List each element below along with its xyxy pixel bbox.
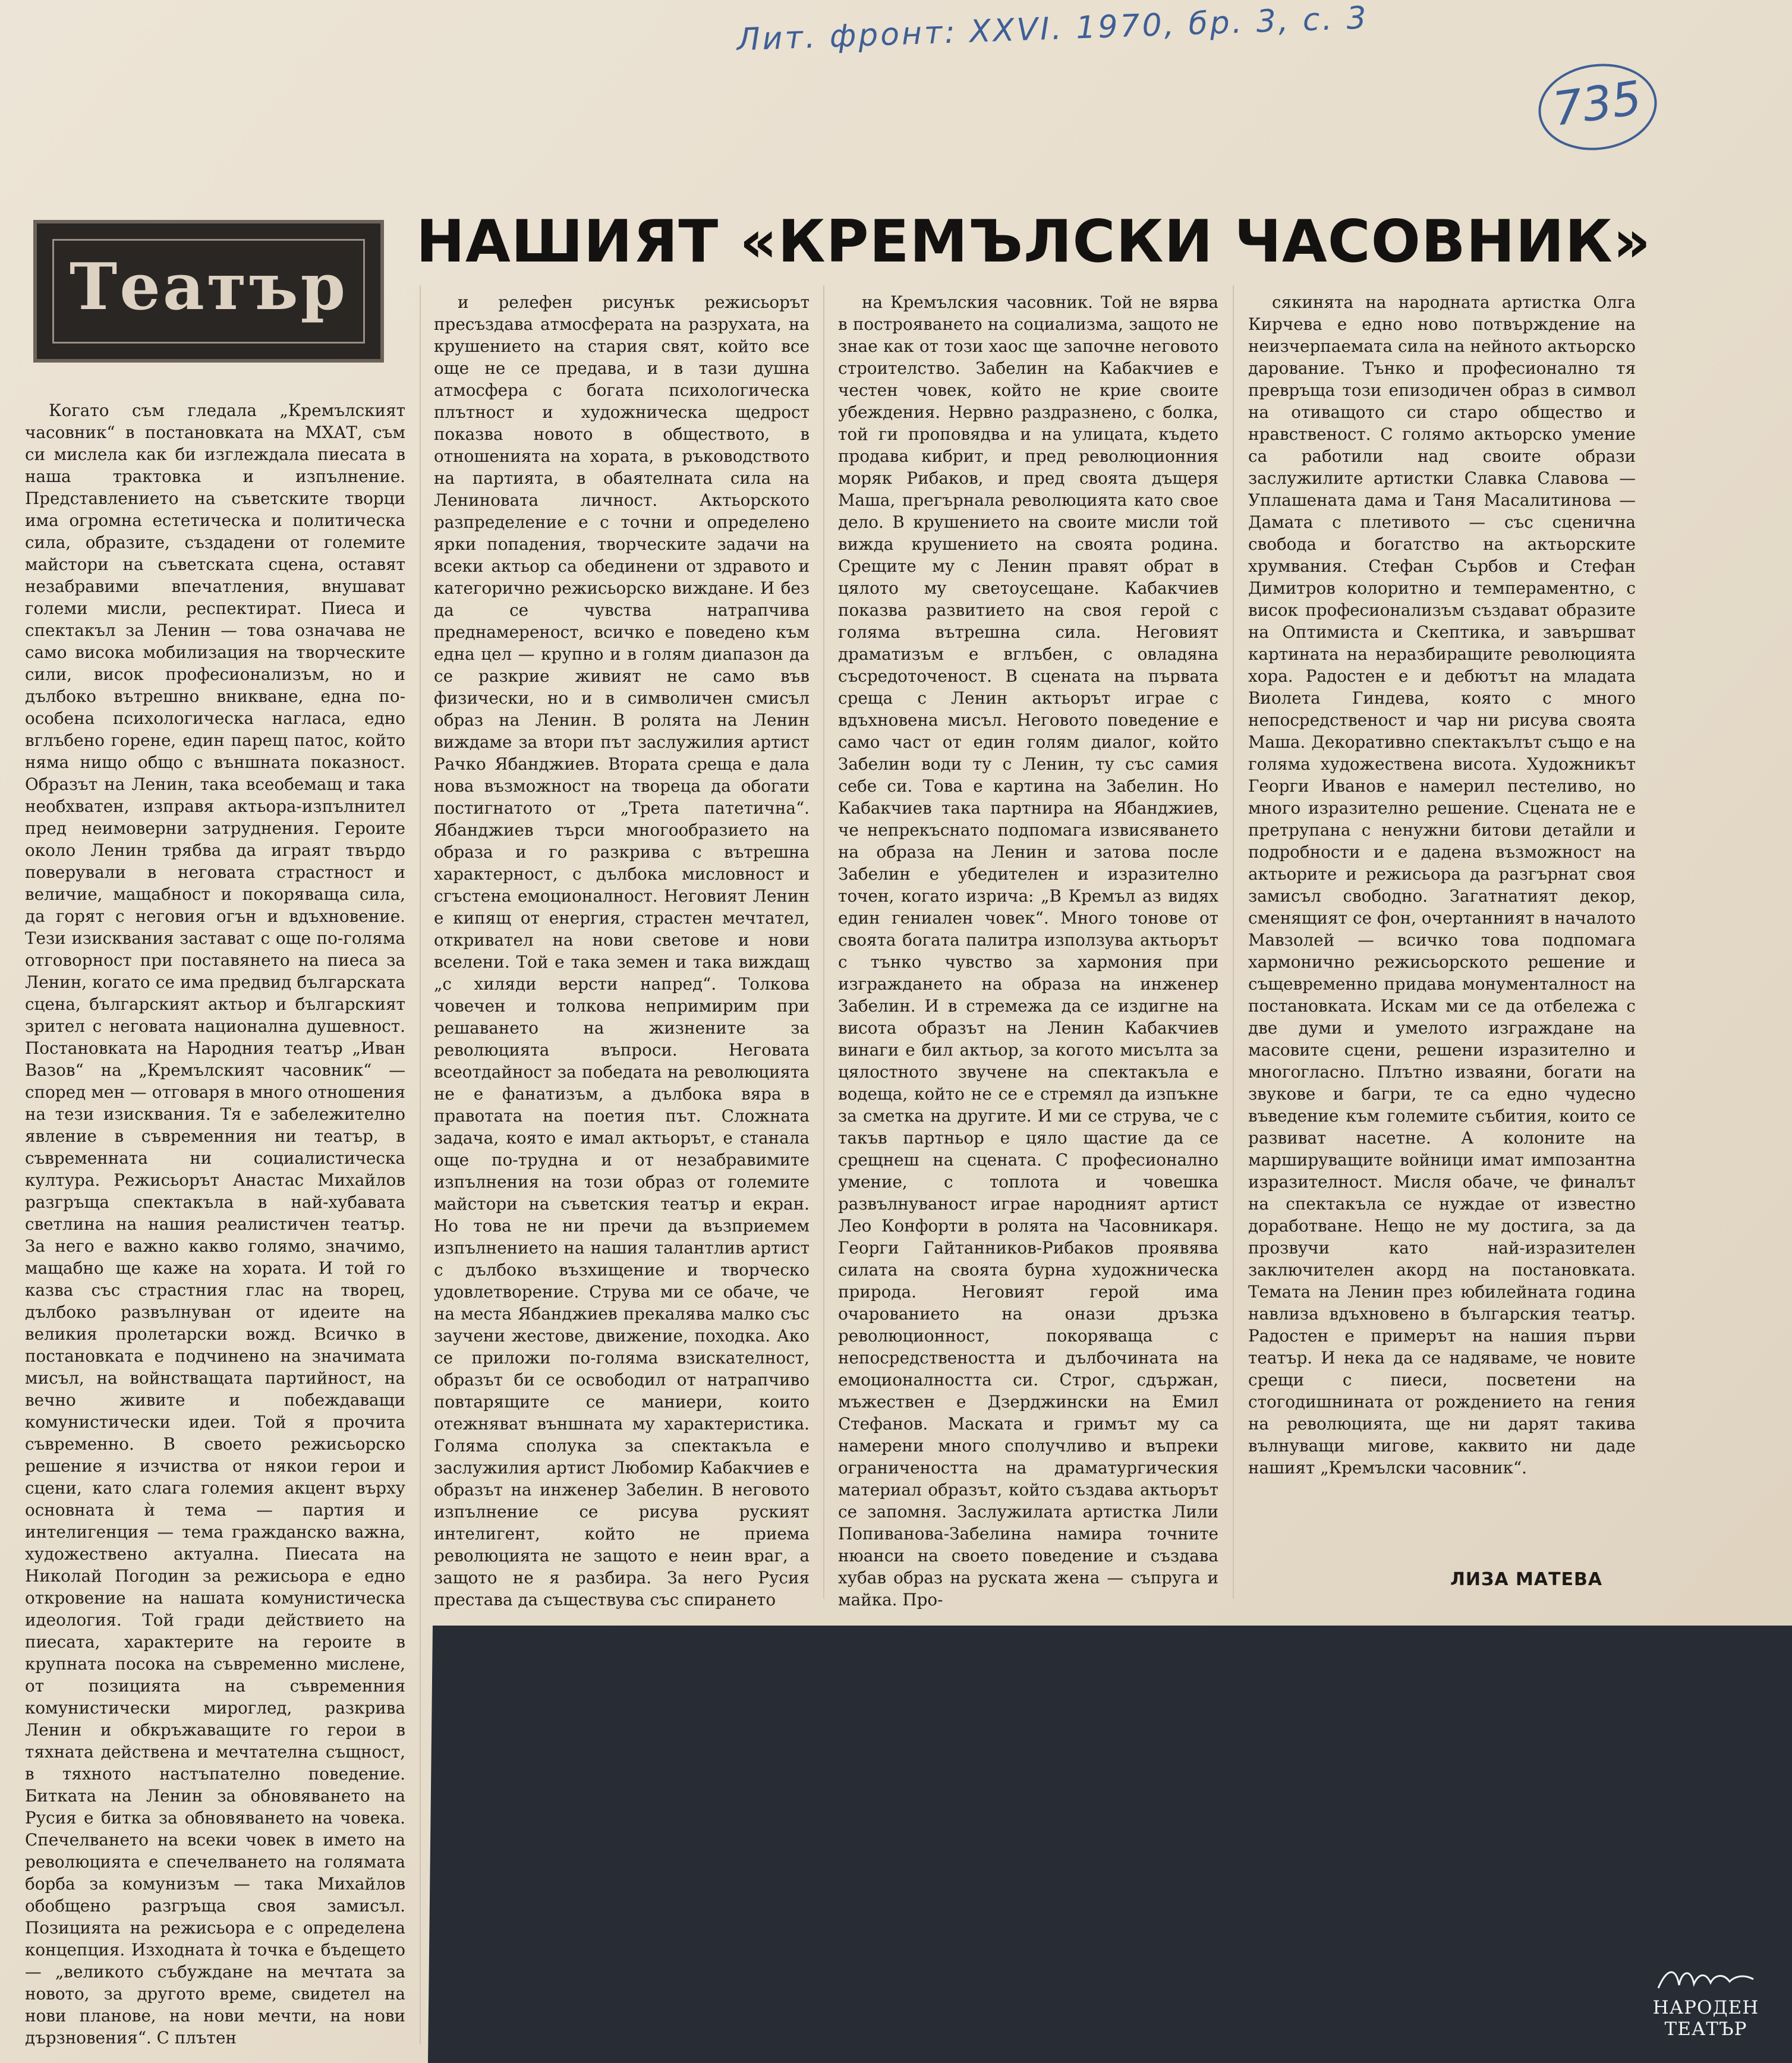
column-3-text: на Кремълския часовник. Той не вярва в построяването на социализма, защото не знае как от този хаос ще започне неговото строителство. Забелин на Кабакчиев е честен човек, който не крие своите убеждения. Нервно раздразнено, с болка, той ги проповядва и на улицата, където продава кибрит, и пред революционния моряк Рибаков, и пред своята дъщеря Маша, прегърнала революцията като свое дело. В крушението на своите мисли той вижда крушението на своята родина. Срещите му с Ленин правят обрат в цялото му светоусещане. Кабакчиев показва развитието на своя герой с голяма вътрешна сила. Неговият драматизъм е вглъбен, с овладяна съсредоточеност. В сцената на първата среща с Ленин актьорът играе с вдъхновена мисъл. Неговото поведение е само част от един голям диалог, който Забелин води ту с Ленин, ту със самия себе си. Това е картина на Забелин. Но Кабакчиев така партнира на Ябанджиев, че непрекъснато подпомага извисяването на образа на Ленин и затова после Забелин е убедителен и изразително точен, когато изрича: „В Кремъл аз видях един гениален човек“. Много тонове от своята богата палитра използува актьорът с тънко чувство за хармония при изграждането на образа на инженер Забелин. И в стремежа да се издигне на висота образът на Ленин Кабакчиев винаги е бил актьор, за когото мисълта за цялостното звучене на спектакъла е водеща, който не се е стремял да изпъкне за сметка на другите. И ми се струва, че с такъв партньор е цяло щастие да се срещнеш на сцената. С професионално умение, с топлота и човешка развълнуваност играе народният артист Лео Конфорти в ролята на Часовникаря. Георги Гайтанников-Рибаков проявява силата на своята бурна художническа природа. Неговият герой има очарованието на онази дръзка революционност, покоряваща с непосредствеността и дълбочината на емоционалността си. Строг, сдържан, мъжествен е Дзерджински на Емил Стефанов. Маската и гримът му са намерени много сполучливо и въпреки ограничеността на драматургическия материал образът, който създава актьорът се запомня. Заслужилата артистка Лили Попиванова-Забелина намира точните нюанси на своето поведение и създава хубав образ на руската жена — съпруга и майка. Про-	[838, 292, 1218, 1610]
article-column-4	[1248, 291, 1636, 1587]
article-column-3	[838, 291, 1218, 1610]
section-rubric: Театър	[69, 250, 348, 325]
archive-number: 735	[1550, 71, 1645, 137]
signature-icon	[1646, 1961, 1765, 1997]
article-column-1	[25, 399, 405, 2061]
article-headline: НАШИЯТ «КРЕМЪЛСКИ ЧАСОВНИК»	[416, 208, 1652, 276]
column-1-text: Когато съм гледала „Кремълският часовник“ в постановката на МХАТ, съм си мислела как би изглеждала пиесата в наша трактовка и изпълнение. Представлението на съветските творци има огромна естетическа и политическа сила, образите, създадени от големите майстори на съветската сцена, оставят незабравими впечатления, внушават големи мисли, респектират. Пиеса и спектакъл за Ленин — това означава не само висока мобилизация на творческите сили, висок професионализъм, но и дълбоко вътрешно вникване, една по-особена психологическа нагласа, едно вглъбено горене, един парещ патос, който няма нищо общо с външната показност. Образът на Ленин, така всеобемащ и така необхватен, изправя актьора-изпълнител пред неимоверни затруднения. Героите около Ленин трябва да играят твърдо поверували в неговата страстност и величие, мащабност и покоряваща сила, да горят с неговия огън и вдъхновение. Тези изисквания застават с още по-голяма отговорност при поставянето на пиеса за Ленин, когато се има предвид българската сцена, българският актьор и българският зрител с неговата национална душевност. Постановката на Народния театър „Иван Вазов“ на „Кремълският часовник“ — според мен — отговаря в много отношения на тези изисквания. Тя е забележително явление в съвременния ни театър, в съвременната ни социалистическа култура. Режисьорът Анастас Михайлов разгръща спектакъла в най-хубавата светлина на нашия реалистичен театър. За него е важно какво голямо, значимо, мащабно ще каже на хората. И той го казва със страстния глас на творец, дълбоко развълнуван от идеите на великия пролетарски вожд. Всичко в постановката е подчинено на значимата мисъл, на войнстващата партийност, на вечно живите и побеждаващи комунистически идеи. Той я прочита съвременно. В своето режисьорско решение я изчиства от някои герои и сцени, като слага големия акцент върху основната ѝ тема — партия и интелигенция — тема гражданско важна, художествено актуална. Пиесата на Николай Погодин за режисьора е едно откровение на нашата комунистическа идеология. Той гради действието на пиесата, характерите на героите в крупната посока на съвременно мислене, от позицията на съвременния комунистически мироглед, разкрива Ленин и обкръжаващите го герои в тяхната действена и мечтателна същност, в тяхното настъпателно поведение. Битката на Ленин за обновяването на Русия е битка за обновяването на човека. Спечелването на всеки човек в името на революцията е спечелването на голямата борба за комунизъм — така Михайлов обобщено разгръща своя замисъл. Позицията на режисьора е с определена концепция. Изходната ѝ точка е бъдещето — „великото събуждане на мечтата за новото, за другото време, свидетел на нови планове, на нови мечти, на нови дързновения“. С плътен	[25, 401, 405, 2048]
national-theatre-logo	[1646, 1961, 1765, 2051]
article-column-2	[434, 291, 810, 1610]
column-4-text: сякинята на народната артистка Олга Кирчева е едно ново потвърждение на неизчерпаемата сила на нейното актьорско дарование. Тънко и професионално тя превръща този епизодичен образ в символ на отиващото си старо общество и нравственост. С голямо актьорско умение са работили над своите образи заслужилите артистки Славка Славова — Уплашената дама и Таня Масалитинова — Дамата с плетивото — със сценична свобода и богатство на актьорските хрумвания. Стефан Сърбов и Стефан Димитров колоритно и темпераментно, с висок професионализъм създават образите на Оптимиста и Скептика, и завършват картината на неразбиращите революцията хора. Радостен е и дебютът на младата Виолета Гиндева, която с много непосредственост и чар ни рисува своята Маша. Декоративно спектакълът също е на голяма художествена висота. Художникът Георги Иванов е намерил пестеливо, но много изразително решение. Сцената не е претрупана с ненужни битови детайли и подробности и е дадена възможност на актьорите и режисьора да разгърнат своя замисъл свободно. Загатнатият декор, сменящият се фон, очертанният в началото Мавзолей — всичко това подпомага хармонично режисьорското решение и същевременно придава монументалност на постановката. Искам ми се да отбележа с две думи и умелото изграждане на масовите сцени, решени изразително и многогласно. Плътно изваяни, богати на звукове и багри, те са едно чудесно въведение към големите събития, които се развиват насетне. А колоните на маршируващите войници имат импозантна изразителност. Мисля обаче, че финалът на спектакъла се нуждае от известно доработване. Нещо не му достига, за да прозвучи като най-изразителен заключителен акорд на постановката. Темата на Ленин през юбилейната година навлиза вдъхновено в българския театър. Радостен е примерът на нашия първи театър. И нека да се надяваме, че новите срещи с пиеси, посветени на стогодишнината от рождението на гения на революцията, ще ни дарят такива вълнуващи мигове, каквито ни даде нашият „Кремълски часовник“.	[1248, 292, 1636, 1478]
logo-line-1: НАРОДЕН	[1652, 1997, 1759, 2018]
column-2-text: и релефен рисунък режисьорът пресъздава атмосферата на разрухата, на крушението на стария свят, който все още не се предава, и в тази душна атмосфера с богата психологическа плътност и художническа щедрост показва новото в обществото, в отношенията на хората, в ръководството на партията, в обаятелната сила на Лениновата личност. Актьорското разпределение е с точни и определено ярки попадения, творческите задачи на всеки актьор са обединени от здравото и категорично режисьорско виждане. И без да се чувства натрапчива преднамереност, всичко е поведено към една цел — крупно и в голям диапазон да се разкрие живият не само във физически, но и в символичен смисъл образ на Ленин. В ролята на Ленин виждаме за втори път заслужилия артист Рачко Ябанджиев. Втората среща е дала нова възможност на твореца да обогати постигнатото от „Трета патетична“. Ябанджиев търси многообразието на образа и го разкрива с вътрешна характерност, с дълбока мисловност и сгъстена емоционалност. Неговият Ленин е кипящ от енергия, страстен мечтател, откривател на нови светове и нови вселени. Той е така земен и така виждащ „с хиляди версти напред“. Толкова човечен и толкова непримирим при решаването на жизнените за революцията въпроси. Неговата всеотдайност за победата на революцията не е фанатизъм, а дълбока вяра в правотата на поетия път. Сложната задача, която е имал актьорът, е станала още по-трудна и от незабравимите изпълнения на този образ от големите майстори на съветския театър и екран. Но това не ни пречи да възприемем изпълнението на нашия талантлив артист с дълбоко възхищение и творческо удовлетворение. Струва ми се обаче, че на места Ябанджиев прекалява малко със заучени жестове, движение, походка. Ако се приложи по-голяма взискателност, образът би се освободил от натрапчиво повтарящите се маниери, които отежняват външната му характеристика. Голяма сполука за спектакъла е заслужилия артист Любомир Кабакчиев е образът на инженер Забелин. В неговото изпълнение се рисува руският интелигент, който не приема революцията не защото е неин враг, а защото не я разбира. За него Русия престава да съществува със спирането	[434, 292, 810, 1610]
article-author: ЛИЗА МАТЕВА	[1450, 1569, 1603, 1590]
section-rubric-box	[33, 220, 384, 363]
logo-line-2: ТЕАТЪР	[1664, 2018, 1747, 2040]
archive-handwritten-note: Лит. фронт: XXVI. 1970, бр. 3, с. 3	[736, 0, 1369, 58]
